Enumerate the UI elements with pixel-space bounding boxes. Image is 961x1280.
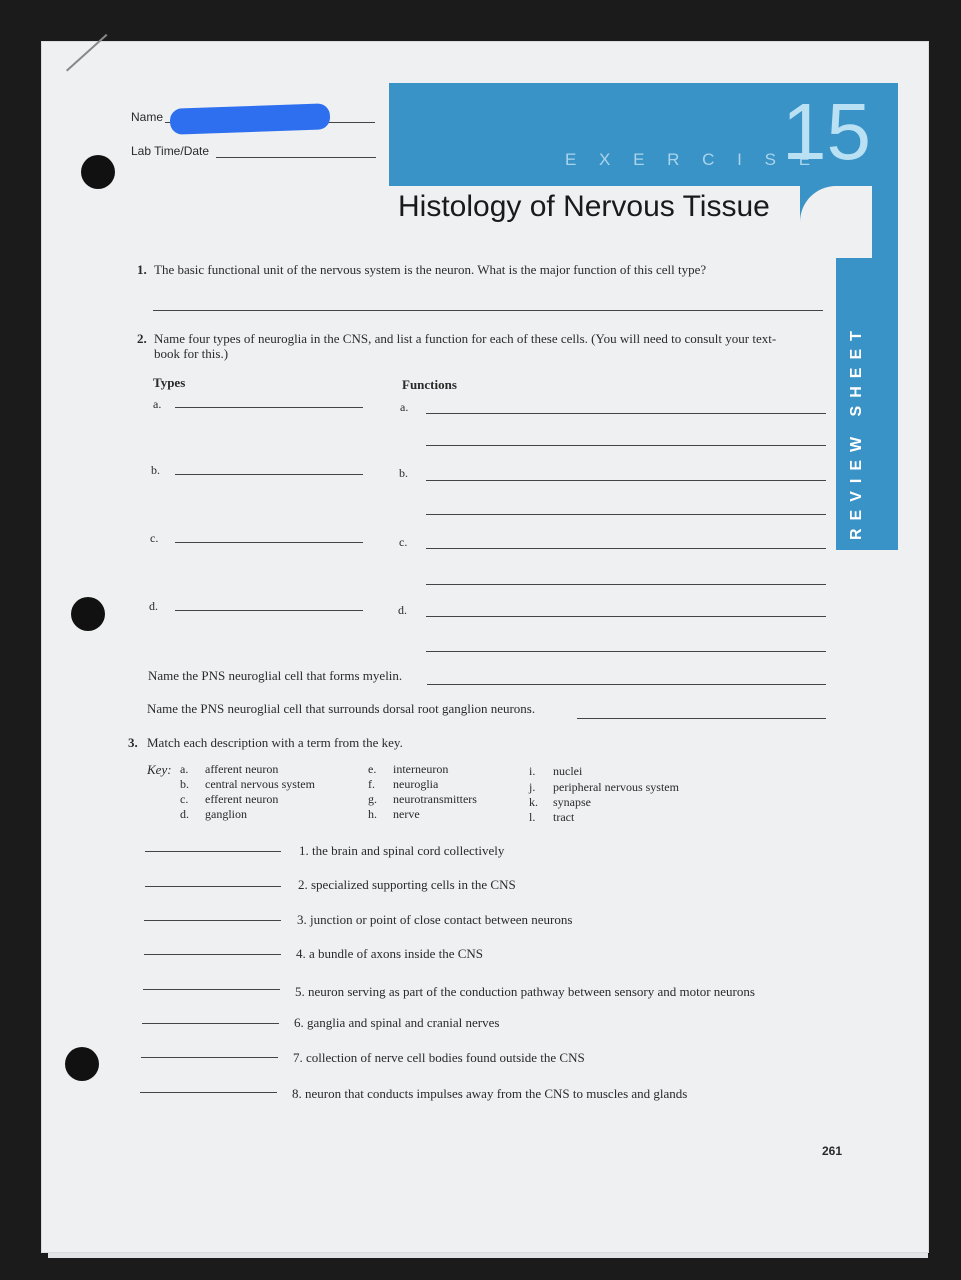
match-item-4: 4. a bundle of axons inside the CNS [296, 946, 484, 961]
key-label: Key: [147, 762, 172, 777]
match-item-8: 8. neuron that conducts impulses away from the CNS to muscles and glands [292, 1086, 688, 1101]
key-term: central nervous system [205, 777, 315, 791]
key-letter: f. [368, 777, 375, 791]
exercise-label: E X E R C I S E [565, 150, 820, 169]
match-answer-6[interactable] [142, 1023, 279, 1024]
review-sheet-label: REVIEW SHEET [848, 323, 865, 540]
name-label: Name [131, 110, 164, 124]
match-item-7: 7. collection of nerve cell bodies found outside the CNS [293, 1050, 585, 1065]
q3-number: 3. [128, 735, 138, 750]
match-answer-1[interactable] [145, 851, 281, 852]
q2-text-line2: book for this.) [154, 346, 229, 361]
match-answer-2[interactable] [145, 886, 281, 887]
function-letter-c: c. [399, 535, 408, 549]
function-a-field[interactable] [426, 413, 826, 414]
key-letter: k. [529, 795, 538, 809]
type-letter-d: d. [149, 599, 158, 613]
binder-hole-bottom [65, 1047, 99, 1081]
q1-text: The basic functional unit of the nervous system is the neuron. What is the major function of this cell type? [154, 262, 707, 277]
lab-time-label: Lab Time/Date [131, 144, 210, 158]
function-a-field-2[interactable] [426, 445, 826, 446]
page-number: 261 [822, 1144, 843, 1158]
match-answer-5[interactable] [143, 989, 280, 990]
function-letter-b: b. [399, 466, 408, 480]
function-c-field[interactable] [426, 548, 826, 549]
key-letter: c. [180, 792, 189, 806]
key-letter: g. [368, 792, 377, 806]
q1-number: 1. [137, 262, 147, 277]
q1-answer-line[interactable] [153, 310, 823, 311]
type-letter-a: a. [153, 397, 162, 411]
key-letter: e. [368, 762, 377, 776]
q2-number: 2. [137, 331, 147, 346]
type-c-field[interactable] [175, 542, 363, 543]
key-term: efferent neuron [205, 792, 279, 806]
match-item-2: 2. specialized supporting cells in the CNS [298, 877, 516, 892]
key-term: peripheral nervous system [553, 780, 679, 794]
key-term: nerve [393, 807, 420, 821]
function-d-field[interactable] [426, 616, 826, 617]
match-item-6: 6. ganglia and spinal and cranial nerves [294, 1015, 500, 1030]
function-c-field-2[interactable] [426, 584, 826, 585]
key-letter: d. [180, 807, 189, 821]
key-letter: j. [529, 780, 536, 794]
key-letter: b. [180, 777, 189, 791]
binder-hole-middle [71, 597, 105, 631]
q3-text: Match each description with a term from the key. [147, 735, 403, 750]
match-item-1: 1. the brain and spinal cord collectively [299, 843, 505, 858]
key-term: tract [553, 810, 575, 824]
key-letter: h. [368, 807, 377, 821]
pns-ganglion-field[interactable] [577, 718, 826, 719]
key-term: nuclei [553, 764, 583, 778]
function-letter-a: a. [400, 400, 409, 414]
pns-myelin-question: Name the PNS neuroglial cell that forms myelin. [148, 668, 403, 683]
type-b-field[interactable] [175, 474, 363, 475]
key-term: neurotransmitters [393, 792, 477, 806]
type-a-field[interactable] [175, 407, 363, 408]
functions-header: Functions [402, 377, 457, 392]
match-item-3: 3. junction or point of close contact between neurons [297, 912, 573, 927]
type-letter-b: b. [151, 463, 160, 477]
type-letter-c: c. [150, 531, 159, 545]
function-b-field[interactable] [426, 480, 826, 481]
key-letter: i. [529, 764, 536, 778]
q2-text-line1: Name four types of neuroglia in the CNS, and list a function for each of these cells. (You will need to consult your text- [154, 331, 777, 346]
key-term: interneuron [393, 762, 449, 776]
key-term: afferent neuron [205, 762, 279, 776]
banner-corner-curve [800, 186, 872, 258]
key-term: synapse [553, 795, 591, 809]
types-header: Types [153, 375, 186, 390]
type-d-field[interactable] [175, 610, 363, 611]
key-letter: a. [180, 762, 189, 776]
page-title: Histology of Nervous Tissue [398, 190, 770, 223]
binder-hole-top [81, 155, 115, 189]
function-letter-d: d. [398, 603, 407, 617]
pns-myelin-field[interactable] [427, 684, 826, 685]
key-term: ganglion [205, 807, 247, 821]
pns-ganglion-question: Name the PNS neuroglial cell that surrounds dorsal root ganglion neurons. [147, 701, 536, 716]
match-answer-4[interactable] [144, 954, 281, 955]
exercise-number: 15 [782, 87, 871, 176]
key-term: neuroglia [393, 777, 439, 791]
lab-time-field[interactable] [216, 157, 376, 158]
function-b-field-2[interactable] [426, 514, 826, 515]
match-answer-3[interactable] [144, 920, 281, 921]
match-answer-7[interactable] [141, 1057, 278, 1058]
match-answer-8[interactable] [140, 1092, 277, 1093]
function-d-field-2[interactable] [426, 651, 826, 652]
key-letter: l. [529, 810, 536, 824]
match-item-5: 5. neuron serving as part of the conduction pathway between sensory and motor neurons [295, 984, 755, 999]
